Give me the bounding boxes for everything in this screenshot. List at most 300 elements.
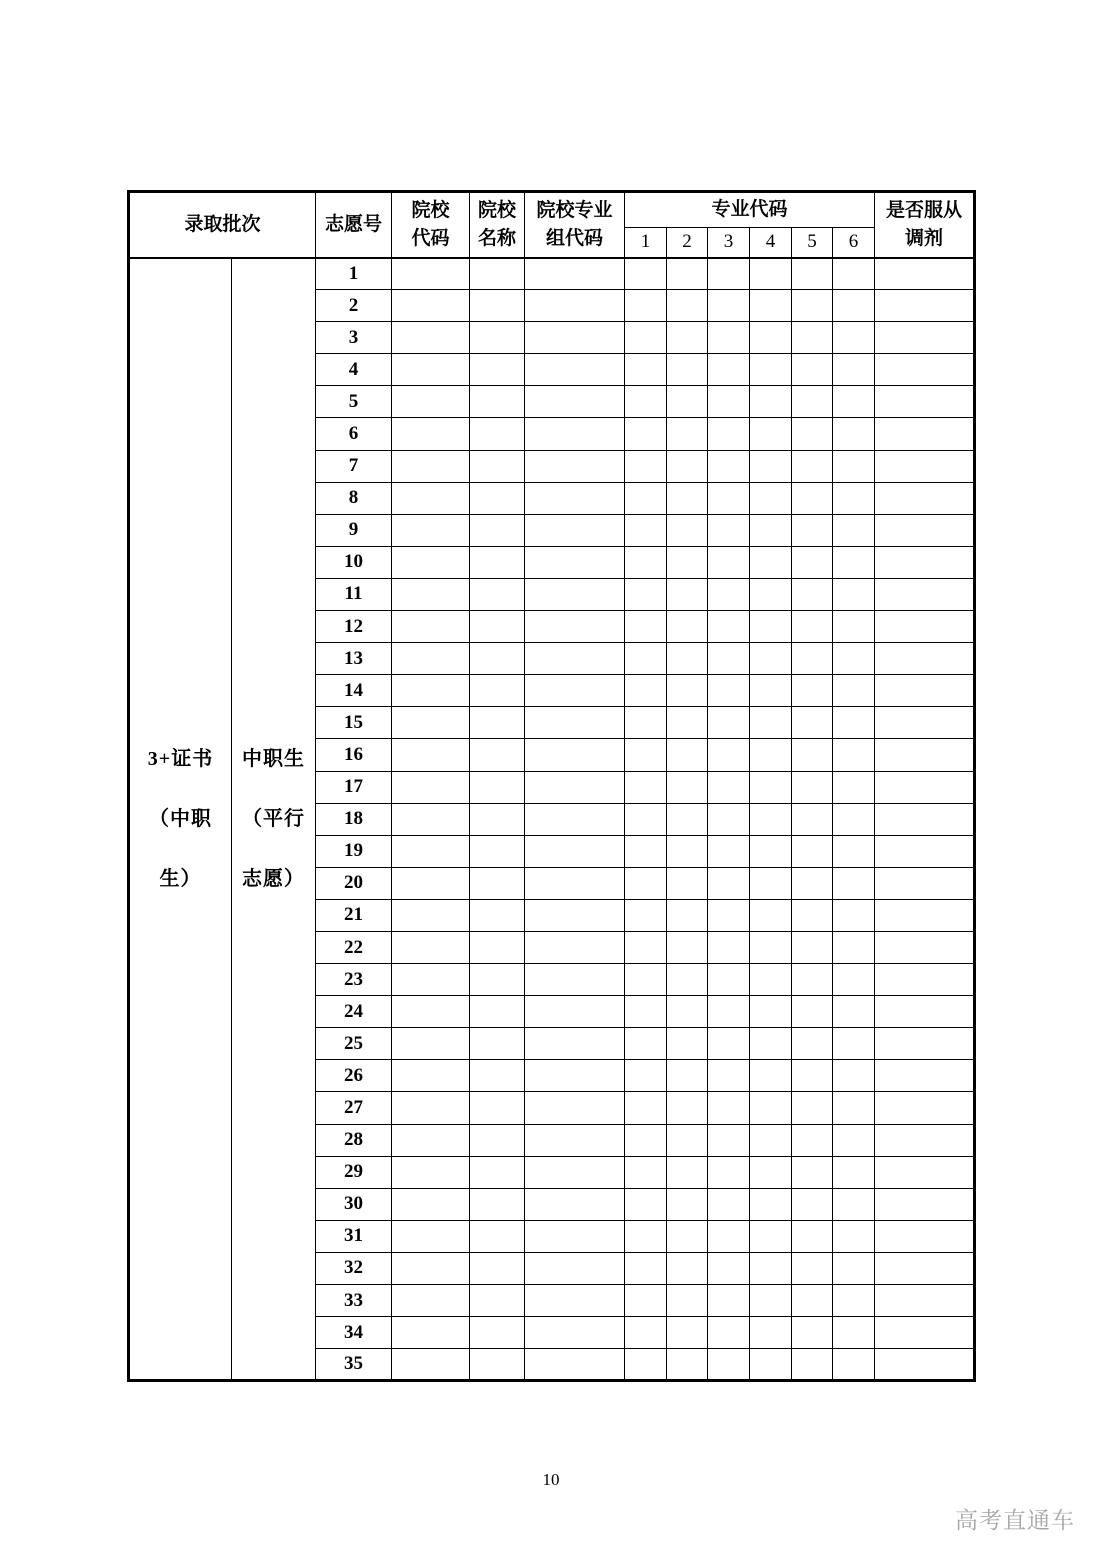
empty-input-cell xyxy=(833,1028,875,1060)
empty-input-cell xyxy=(792,450,833,482)
empty-input-cell xyxy=(708,1317,750,1349)
header-row-top xyxy=(129,192,975,228)
empty-input-cell xyxy=(792,803,833,835)
empty-input-cell xyxy=(667,1028,708,1060)
empty-input-cell xyxy=(667,258,708,290)
preference-number-cell: 16 xyxy=(316,739,392,771)
empty-input-cell xyxy=(750,771,792,803)
empty-input-cell xyxy=(667,835,708,867)
empty-input-cell xyxy=(525,354,625,386)
empty-input-cell xyxy=(750,290,792,322)
empty-input-cell xyxy=(392,1060,470,1092)
empty-input-cell xyxy=(875,1220,975,1252)
header-major-code-1: 1 xyxy=(625,228,667,258)
empty-input-cell xyxy=(392,675,470,707)
empty-input-cell xyxy=(833,611,875,643)
empty-input-cell xyxy=(708,258,750,290)
empty-input-cell xyxy=(792,899,833,931)
empty-input-cell xyxy=(833,803,875,835)
empty-input-cell xyxy=(625,1092,667,1124)
preference-number-cell: 26 xyxy=(316,1060,392,1092)
empty-input-cell xyxy=(792,258,833,290)
empty-input-cell xyxy=(708,1252,750,1284)
preference-number-cell: 18 xyxy=(316,803,392,835)
empty-input-cell xyxy=(750,867,792,899)
preference-number-cell: 19 xyxy=(316,835,392,867)
header-major-code-3: 3 xyxy=(708,228,750,258)
empty-input-cell xyxy=(750,1252,792,1284)
empty-input-cell xyxy=(392,739,470,771)
empty-input-cell xyxy=(708,1349,750,1381)
preference-number-cell: 34 xyxy=(316,1317,392,1349)
empty-input-cell xyxy=(750,418,792,450)
empty-input-cell xyxy=(470,964,525,996)
empty-input-cell xyxy=(470,354,525,386)
empty-input-cell xyxy=(470,996,525,1028)
empty-input-cell xyxy=(525,1317,625,1349)
empty-input-cell xyxy=(875,1349,975,1381)
empty-input-cell xyxy=(667,1220,708,1252)
empty-input-cell xyxy=(875,1317,975,1349)
empty-input-cell xyxy=(525,739,625,771)
empty-input-cell xyxy=(392,418,470,450)
empty-input-cell xyxy=(667,290,708,322)
empty-input-cell xyxy=(392,1028,470,1060)
empty-input-cell xyxy=(708,739,750,771)
empty-input-cell xyxy=(470,931,525,963)
empty-input-cell xyxy=(525,1188,625,1220)
empty-input-cell xyxy=(525,931,625,963)
empty-input-cell xyxy=(625,418,667,450)
empty-input-cell xyxy=(792,514,833,546)
empty-input-cell xyxy=(875,899,975,931)
empty-input-cell xyxy=(525,1252,625,1284)
empty-input-cell xyxy=(750,1028,792,1060)
empty-input-cell xyxy=(792,418,833,450)
empty-input-cell xyxy=(392,707,470,739)
preference-number-cell: 29 xyxy=(316,1156,392,1188)
empty-input-cell xyxy=(750,1220,792,1252)
empty-input-cell xyxy=(525,1028,625,1060)
empty-input-cell xyxy=(667,1285,708,1317)
empty-input-cell xyxy=(875,964,975,996)
header-major-code-6: 6 xyxy=(833,228,875,258)
preference-number-cell: 3 xyxy=(316,322,392,354)
batch-label-line: 生） xyxy=(159,867,202,890)
empty-input-cell xyxy=(392,1252,470,1284)
empty-input-cell xyxy=(833,643,875,675)
empty-input-cell xyxy=(875,835,975,867)
empty-input-cell xyxy=(625,739,667,771)
empty-input-cell xyxy=(667,1188,708,1220)
empty-input-cell xyxy=(525,1349,625,1381)
empty-input-cell xyxy=(392,546,470,578)
empty-input-cell xyxy=(470,450,525,482)
empty-input-cell xyxy=(875,1188,975,1220)
empty-input-cell xyxy=(667,1124,708,1156)
empty-input-cell xyxy=(525,546,625,578)
empty-input-cell xyxy=(667,514,708,546)
preference-number-cell: 1 xyxy=(316,258,392,290)
header-major-group-code xyxy=(525,192,625,258)
empty-input-cell xyxy=(470,1349,525,1381)
header-admission-batch: 录取批次 xyxy=(129,192,316,258)
empty-input-cell xyxy=(392,258,470,290)
empty-input-cell xyxy=(470,1252,525,1284)
empty-input-cell xyxy=(792,643,833,675)
header-line: 院校专业 xyxy=(536,199,613,221)
empty-input-cell xyxy=(470,386,525,418)
empty-input-cell xyxy=(750,996,792,1028)
empty-input-cell xyxy=(525,290,625,322)
empty-input-cell xyxy=(875,290,975,322)
empty-input-cell xyxy=(792,482,833,514)
empty-input-cell xyxy=(525,450,625,482)
preference-number-cell: 5 xyxy=(316,386,392,418)
empty-input-cell xyxy=(750,1092,792,1124)
empty-input-cell xyxy=(833,290,875,322)
preference-number-cell: 31 xyxy=(316,1220,392,1252)
empty-input-cell xyxy=(525,322,625,354)
preference-number-cell: 14 xyxy=(316,675,392,707)
empty-input-cell xyxy=(875,1252,975,1284)
empty-input-cell xyxy=(525,771,625,803)
empty-input-cell xyxy=(625,1285,667,1317)
empty-input-cell xyxy=(708,835,750,867)
empty-input-cell xyxy=(708,514,750,546)
empty-input-cell xyxy=(708,1220,750,1252)
empty-input-cell xyxy=(470,899,525,931)
preference-number-cell: 9 xyxy=(316,514,392,546)
empty-input-cell xyxy=(875,643,975,675)
preference-number-cell: 6 xyxy=(316,418,392,450)
empty-input-cell xyxy=(392,611,470,643)
empty-input-cell xyxy=(470,1092,525,1124)
empty-input-cell xyxy=(708,643,750,675)
batch-label-line: 志愿） xyxy=(242,867,305,890)
empty-input-cell xyxy=(833,835,875,867)
empty-input-cell xyxy=(833,867,875,899)
empty-input-cell xyxy=(833,578,875,610)
preference-number-cell: 12 xyxy=(316,611,392,643)
empty-input-cell xyxy=(750,739,792,771)
empty-input-cell xyxy=(875,482,975,514)
empty-input-cell xyxy=(792,1028,833,1060)
empty-input-cell xyxy=(667,899,708,931)
empty-input-cell xyxy=(750,1285,792,1317)
empty-input-cell xyxy=(470,1317,525,1349)
empty-input-cell xyxy=(792,835,833,867)
application-form-table xyxy=(127,190,976,1382)
empty-input-cell xyxy=(470,707,525,739)
empty-input-cell xyxy=(875,258,975,290)
empty-input-cell xyxy=(470,867,525,899)
preference-number-cell: 13 xyxy=(316,643,392,675)
empty-input-cell xyxy=(792,1317,833,1349)
empty-input-cell xyxy=(667,1060,708,1092)
empty-input-cell xyxy=(470,546,525,578)
empty-input-cell xyxy=(625,482,667,514)
empty-input-cell xyxy=(392,867,470,899)
empty-input-cell xyxy=(708,322,750,354)
empty-input-cell xyxy=(525,482,625,514)
empty-input-cell xyxy=(625,899,667,931)
empty-input-cell xyxy=(667,578,708,610)
empty-input-cell xyxy=(392,1349,470,1381)
empty-input-cell xyxy=(792,1188,833,1220)
empty-input-cell xyxy=(625,1252,667,1284)
empty-input-cell xyxy=(625,450,667,482)
empty-input-cell xyxy=(667,546,708,578)
empty-input-cell xyxy=(625,322,667,354)
empty-input-cell xyxy=(875,1060,975,1092)
empty-input-cell xyxy=(833,964,875,996)
preference-number-cell: 28 xyxy=(316,1124,392,1156)
empty-input-cell xyxy=(470,514,525,546)
empty-input-cell xyxy=(792,739,833,771)
empty-input-cell xyxy=(525,803,625,835)
empty-input-cell xyxy=(625,964,667,996)
batch-label-cell xyxy=(129,258,232,1381)
preference-number-cell: 21 xyxy=(316,899,392,931)
empty-input-cell xyxy=(833,354,875,386)
empty-input-cell xyxy=(625,867,667,899)
empty-input-cell xyxy=(392,1220,470,1252)
empty-input-cell xyxy=(525,258,625,290)
empty-input-cell xyxy=(833,386,875,418)
empty-input-cell xyxy=(667,643,708,675)
empty-input-cell xyxy=(750,1124,792,1156)
empty-input-cell xyxy=(833,1092,875,1124)
empty-input-cell xyxy=(625,514,667,546)
empty-input-cell xyxy=(392,386,470,418)
empty-input-cell xyxy=(750,258,792,290)
empty-input-cell xyxy=(392,1285,470,1317)
empty-input-cell xyxy=(470,1028,525,1060)
header-line: 组代码 xyxy=(546,227,604,249)
empty-input-cell xyxy=(875,450,975,482)
empty-input-cell xyxy=(875,354,975,386)
preference-number-cell: 32 xyxy=(316,1252,392,1284)
empty-input-cell xyxy=(750,1188,792,1220)
empty-input-cell xyxy=(708,354,750,386)
empty-input-cell xyxy=(392,771,470,803)
preference-number-cell: 20 xyxy=(316,867,392,899)
empty-input-cell xyxy=(525,643,625,675)
empty-input-cell xyxy=(667,1349,708,1381)
preference-number-cell: 25 xyxy=(316,1028,392,1060)
empty-input-cell xyxy=(792,386,833,418)
empty-input-cell xyxy=(792,611,833,643)
empty-input-cell xyxy=(625,1349,667,1381)
empty-input-cell xyxy=(667,964,708,996)
empty-input-cell xyxy=(625,546,667,578)
empty-input-cell xyxy=(667,771,708,803)
empty-input-cell xyxy=(833,1188,875,1220)
empty-input-cell xyxy=(792,996,833,1028)
empty-input-cell xyxy=(525,899,625,931)
empty-input-cell xyxy=(708,611,750,643)
empty-input-cell xyxy=(525,1220,625,1252)
empty-input-cell xyxy=(833,546,875,578)
empty-input-cell xyxy=(833,1156,875,1188)
empty-input-cell xyxy=(833,1220,875,1252)
empty-input-cell xyxy=(792,1285,833,1317)
empty-input-cell xyxy=(875,1124,975,1156)
empty-input-cell xyxy=(470,1124,525,1156)
empty-input-cell xyxy=(667,739,708,771)
empty-input-cell xyxy=(625,611,667,643)
empty-input-cell xyxy=(625,1156,667,1188)
empty-input-cell xyxy=(392,1188,470,1220)
empty-input-cell xyxy=(470,1188,525,1220)
empty-input-cell xyxy=(708,386,750,418)
header-major-code-2: 2 xyxy=(667,228,708,258)
empty-input-cell xyxy=(833,899,875,931)
empty-input-cell xyxy=(625,1188,667,1220)
empty-input-cell xyxy=(875,739,975,771)
empty-input-cell xyxy=(708,964,750,996)
empty-input-cell xyxy=(792,322,833,354)
header-college-name xyxy=(470,192,525,258)
batch-sublabel-cell xyxy=(232,258,316,1381)
empty-input-cell xyxy=(470,675,525,707)
empty-input-cell xyxy=(750,1317,792,1349)
empty-input-cell xyxy=(750,546,792,578)
empty-input-cell xyxy=(667,996,708,1028)
empty-input-cell xyxy=(875,386,975,418)
empty-input-cell xyxy=(708,996,750,1028)
empty-input-cell xyxy=(750,931,792,963)
empty-input-cell xyxy=(708,707,750,739)
empty-input-cell xyxy=(667,418,708,450)
empty-input-cell xyxy=(667,482,708,514)
empty-input-cell xyxy=(833,739,875,771)
empty-input-cell xyxy=(750,578,792,610)
empty-input-cell xyxy=(792,1124,833,1156)
empty-input-cell xyxy=(750,1349,792,1381)
empty-input-cell xyxy=(875,803,975,835)
empty-input-cell xyxy=(392,1092,470,1124)
empty-input-cell xyxy=(392,290,470,322)
empty-input-cell xyxy=(833,450,875,482)
empty-input-cell xyxy=(875,1156,975,1188)
empty-input-cell xyxy=(667,1317,708,1349)
empty-input-cell xyxy=(392,322,470,354)
empty-input-cell xyxy=(750,354,792,386)
empty-input-cell xyxy=(667,450,708,482)
batch-label-line: （中职 xyxy=(149,807,212,830)
empty-input-cell xyxy=(708,450,750,482)
empty-input-cell xyxy=(875,322,975,354)
empty-input-cell xyxy=(392,899,470,931)
empty-input-cell xyxy=(792,1156,833,1188)
empty-input-cell xyxy=(625,1028,667,1060)
empty-input-cell xyxy=(392,1317,470,1349)
empty-input-cell xyxy=(625,354,667,386)
empty-input-cell xyxy=(792,354,833,386)
empty-input-cell xyxy=(625,1220,667,1252)
empty-input-cell xyxy=(392,643,470,675)
empty-input-cell xyxy=(470,290,525,322)
empty-input-cell xyxy=(875,1028,975,1060)
empty-input-cell xyxy=(470,803,525,835)
empty-input-cell xyxy=(625,675,667,707)
empty-input-cell xyxy=(667,611,708,643)
empty-input-cell xyxy=(470,322,525,354)
empty-input-cell xyxy=(750,322,792,354)
preference-number-cell: 23 xyxy=(316,964,392,996)
empty-input-cell xyxy=(833,1317,875,1349)
empty-input-cell xyxy=(625,707,667,739)
empty-input-cell xyxy=(792,1252,833,1284)
empty-input-cell xyxy=(708,1156,750,1188)
empty-input-cell xyxy=(875,867,975,899)
empty-input-cell xyxy=(392,803,470,835)
empty-input-cell xyxy=(833,322,875,354)
empty-input-cell xyxy=(625,1060,667,1092)
preference-number-cell: 15 xyxy=(316,707,392,739)
empty-input-cell xyxy=(833,1252,875,1284)
empty-input-cell xyxy=(392,578,470,610)
empty-input-cell xyxy=(833,675,875,707)
preference-number-cell: 27 xyxy=(316,1092,392,1124)
empty-input-cell xyxy=(667,1092,708,1124)
empty-input-cell xyxy=(875,996,975,1028)
empty-input-cell xyxy=(667,803,708,835)
empty-input-cell xyxy=(470,835,525,867)
empty-input-cell xyxy=(833,1285,875,1317)
empty-input-cell xyxy=(875,931,975,963)
header-line: 名称 xyxy=(478,227,517,249)
header-line: 院校 xyxy=(411,199,450,221)
empty-input-cell xyxy=(708,578,750,610)
empty-input-cell xyxy=(470,611,525,643)
batch-label-line: 3+证书 xyxy=(147,747,214,770)
empty-input-cell xyxy=(792,1092,833,1124)
empty-input-cell xyxy=(708,675,750,707)
empty-input-cell xyxy=(833,771,875,803)
empty-input-cell xyxy=(833,996,875,1028)
empty-input-cell xyxy=(470,482,525,514)
empty-input-cell xyxy=(392,964,470,996)
empty-input-cell xyxy=(470,771,525,803)
empty-input-cell xyxy=(875,514,975,546)
empty-input-cell xyxy=(470,578,525,610)
empty-input-cell xyxy=(392,996,470,1028)
empty-input-cell xyxy=(392,835,470,867)
empty-input-cell xyxy=(833,258,875,290)
empty-input-cell xyxy=(750,611,792,643)
preference-number-cell: 33 xyxy=(316,1285,392,1317)
empty-input-cell xyxy=(667,675,708,707)
empty-input-cell xyxy=(708,546,750,578)
empty-input-cell xyxy=(750,675,792,707)
empty-input-cell xyxy=(470,258,525,290)
empty-input-cell xyxy=(525,1060,625,1092)
empty-input-cell xyxy=(667,386,708,418)
empty-input-cell xyxy=(792,707,833,739)
batch-label-line: 中职生 xyxy=(242,747,305,770)
empty-input-cell xyxy=(792,964,833,996)
empty-input-cell xyxy=(875,546,975,578)
preference-number-cell: 4 xyxy=(316,354,392,386)
header-major-code: 专业代码 xyxy=(625,192,875,228)
empty-input-cell xyxy=(708,1124,750,1156)
empty-input-cell xyxy=(525,1285,625,1317)
empty-input-cell xyxy=(833,418,875,450)
empty-input-cell xyxy=(667,1252,708,1284)
